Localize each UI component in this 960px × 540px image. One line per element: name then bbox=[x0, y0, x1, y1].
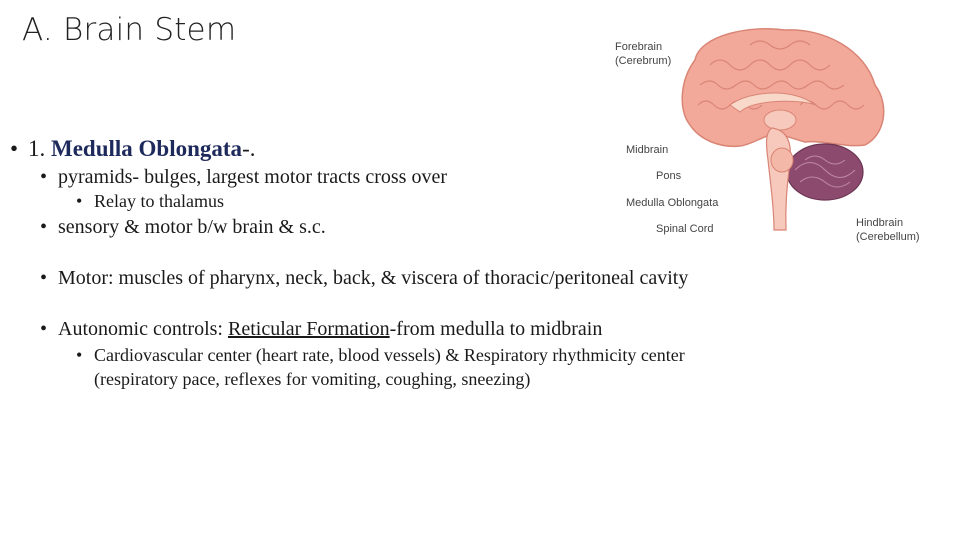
bullet-dot: • bbox=[40, 318, 48, 340]
bullet-suffix: -. bbox=[242, 136, 256, 161]
bullet-prefix: 1. bbox=[28, 136, 51, 161]
sub-bullet-text: sensory & motor b/w brain & s.c. bbox=[58, 216, 326, 238]
bullet-dot: • bbox=[40, 166, 48, 188]
brain-diagram bbox=[600, 20, 940, 250]
label-medulla: Medulla Oblongata bbox=[626, 197, 719, 209]
sub-bullet-autonomic bbox=[40, 318, 602, 341]
sub-bullet-motor bbox=[40, 267, 688, 290]
cerebellum-shape bbox=[787, 144, 863, 200]
label-cerebellum: (Cerebellum) bbox=[856, 231, 920, 243]
label-midbrain: Midbrain bbox=[626, 144, 669, 156]
bullet-dot: • bbox=[40, 216, 48, 238]
bullet-medulla bbox=[10, 136, 255, 162]
bullet-dot: • bbox=[76, 345, 83, 365]
label-cerebrum: (Cerebrum) bbox=[615, 55, 672, 67]
reticular-formation-term: Reticular Formation bbox=[227, 318, 390, 340]
sub-sub-bullet-text: Relay to thalamus bbox=[94, 191, 224, 211]
label-spinal-cord: Spinal Cord bbox=[656, 223, 714, 235]
label-pons: Pons bbox=[656, 170, 682, 182]
label-hindbrain: Hindbrain bbox=[856, 217, 904, 229]
sub-bullet-pyramids bbox=[40, 166, 447, 189]
sub-bullet-sensory bbox=[40, 216, 326, 239]
medulla-term: Medulla Oblongata bbox=[51, 136, 243, 161]
thalamus-shape bbox=[764, 110, 796, 130]
sub-bullet-suffix: -from medulla to midbrain bbox=[389, 318, 603, 340]
sub-sub-bullet-relay bbox=[76, 191, 224, 212]
sub-bullet-text: pyramids- bulges, largest motor tracts cross over bbox=[58, 166, 447, 188]
bullet-dot: • bbox=[40, 267, 48, 289]
slide-title: A. Brain Stem bbox=[22, 12, 237, 48]
sub-sub-bullet-cardio bbox=[76, 345, 685, 366]
sub-sub-bullet-text: Cardiovascular center (heart rate, blood vessels) & Respiratory rhythmicity center bbox=[94, 345, 685, 365]
bullet-dot: • bbox=[76, 191, 83, 211]
pons-shape bbox=[771, 148, 793, 172]
sub-bullet-text: Motor: muscles of pharynx, neck, back, & viscera of thoracic/peritoneal cavity bbox=[58, 267, 689, 289]
sub-bullet-prefix: Autonomic controls: bbox=[58, 318, 228, 340]
brain-stem-shape bbox=[767, 128, 791, 230]
bullet-dot: • bbox=[10, 136, 19, 161]
label-forebrain: Forebrain bbox=[615, 41, 663, 53]
sub-sub-bullet-cardio-continued: (respiratory pace, reflexes for vomiting, coughing, sneezing) bbox=[94, 369, 531, 389]
